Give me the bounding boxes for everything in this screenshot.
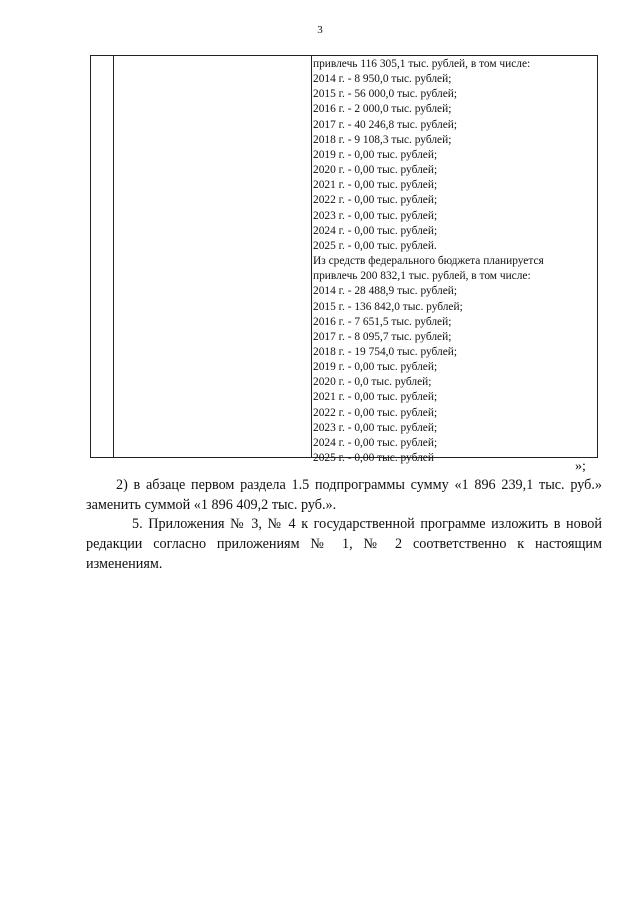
table-line: 2021 г. - 0,00 тыс. рублей; [313,391,438,404]
budget-table [90,55,598,465]
table-line: привлечь 200 832,1 тыс. рублей, в том числе: [313,270,531,283]
table-line: 2018 г. - 19 754,0 тыс. рублей; [313,345,458,358]
table-line: 2016 г. - 7 651,5 тыс. рублей; [313,315,452,328]
table-line: 2024 г. - 0,00 тыс. рублей; [313,436,438,449]
table-line: 2022 г. - 0,00 тыс. рублей; [313,194,438,207]
closing-quote: »; [575,459,586,474]
page-number: 3 [317,24,323,36]
table-line: 2023 г. - 0,00 тыс. рублей; [313,209,438,222]
table-line: Из средств федерального бюджета планируется [313,255,544,268]
table-line: 2021 г. - 0,00 тыс. рублей; [313,179,438,192]
table-line: 2022 г. - 0,00 тыс. рублей; [313,406,438,419]
table-line: 2014 г. - 28 488,9 тыс. рублей; [313,285,458,298]
table-line: 2023 г. - 0,00 тыс. рублей; [313,421,438,434]
table-line: 2018 г. - 9 108,3 тыс. рублей; [313,133,452,146]
table-line: 2025 г. - 0,00 тыс. рублей [313,452,434,465]
table-line: 2015 г. - 56 000,0 тыс. рублей; [313,88,458,101]
table-line: 2019 г. - 0,00 тыс. рублей; [313,361,438,374]
table-line: 2017 г. - 40 246,8 тыс. рублей; [313,118,458,131]
table-column-2 [113,56,312,457]
table-line: привлечь 116 305,1 тыс. рублей, в том числе: [313,58,531,70]
table-line: 2014 г. - 8 950,0 тыс. рублей; [313,73,452,86]
table-line: 2025 г. - 0,00 тыс. рублей. [313,239,437,252]
table-column-1 [91,56,114,457]
table-line: 2020 г. - 0,0 тыс. рублей; [313,376,432,389]
table-line: 2020 г. - 0,00 тыс. рублей; [313,164,438,177]
paragraph-item-5: 5. Приложения № 3, № 4 к государственной программе изложить в новой редакции согласно приложениям № 1, № 2 соответственно к настоящим изменениям. [86,516,602,572]
table-line: 2015 г. - 136 842,0 тыс. рублей; [313,300,463,313]
paragraph-amendment-2: 2) в абзаце первом раздела 1.5 подпрограммы сумму «1 896 239,1 тыс. руб.» заменить суммой «1 896 409,2 тыс. руб.». [86,477,602,513]
table-line: 2017 г. - 8 095,7 тыс. рублей; [313,330,452,343]
table-line: 2019 г. - 0,00 тыс. рублей; [313,148,438,161]
table-column-3 [313,57,595,466]
table-line: 2024 г. - 0,00 тыс. рублей; [313,224,438,237]
table-line: 2016 г. - 2 000,0 тыс. рублей; [313,103,452,116]
